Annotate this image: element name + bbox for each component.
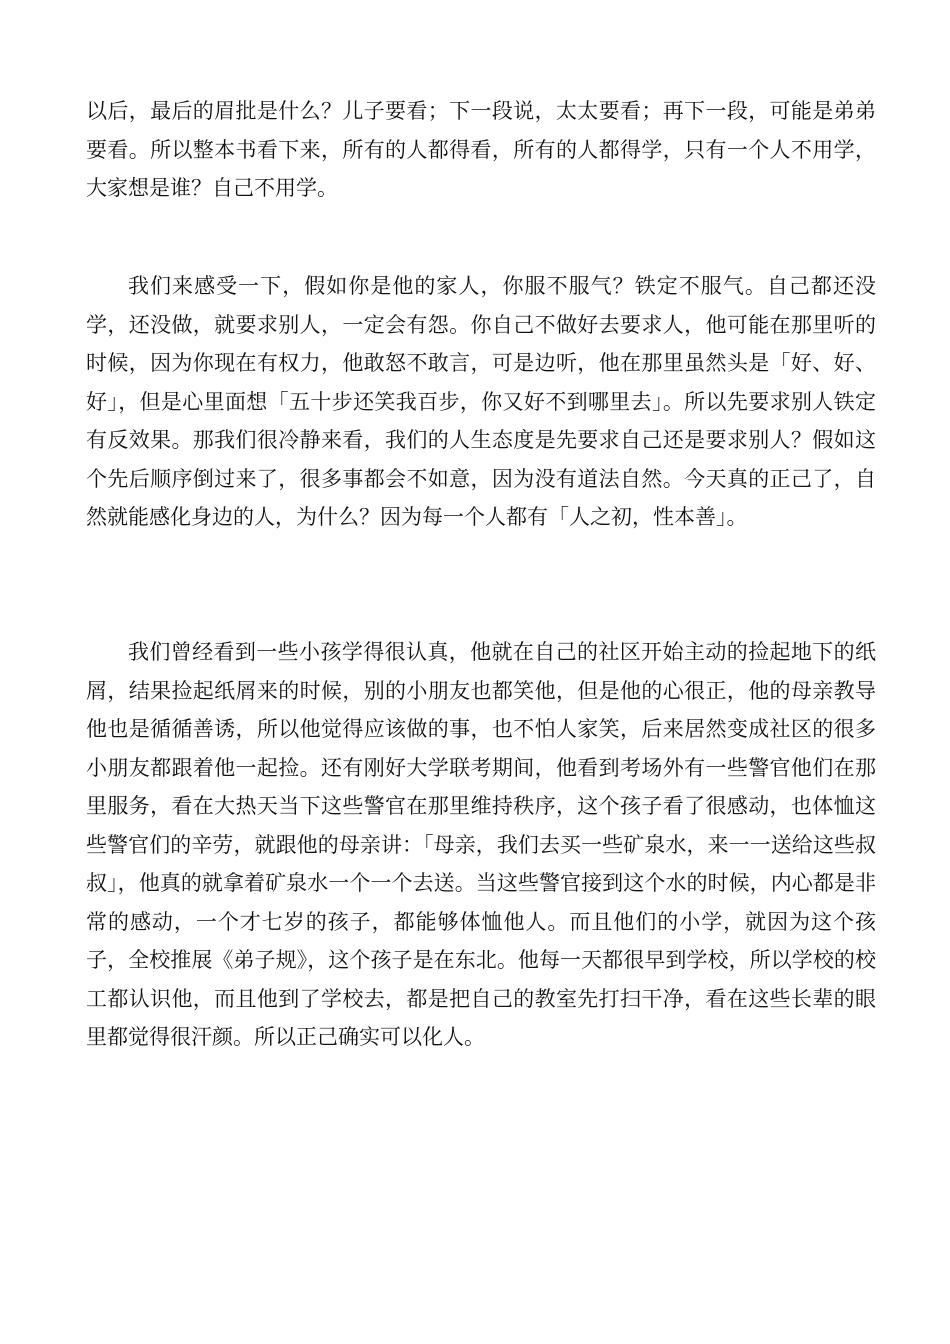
paragraph-2: 我们来感受一下，假如你是他的家人，你服不服气？铁定不服气。自己都还没学，还没做，就要求别人，一定会有怨。你自己不做好去要求人，他可能在那里听的时候，因为你现在有权力，他敢怒不敢言，可是边听，他在那里虽然头是「好、好、好」，但是心里面想「五十步还笑我百步，你又好不到哪里去」。所以先要求别人铁定有反效果。那我们很冷静来看，我们的人生态度是先要求自己还是要求别人？假如这个先后顺序倒过来了，很多事都会不如意，因为没有道法自然。今天真的正己了，自然就能感化身边的人，为什么？因为每一个人都有「人之初，性本善」。 <box>86 274 876 529</box>
paragraph-3: 我们曾经看到一些小孩学得很认真，他就在自己的社区开始主动的捡起地下的纸屑，结果捡起纸屑来的时候，别的小朋友也都笑他，但是他的心很正，他的母亲教导他也是循循善诱，所以他觉得应该做的事，也不怕人家笑，后来居然变成社区的很多小朋友都跟着他一起捡。还有刚好大学联考期间，他看到考场外有一些警官他们在那里服务，看在大热天当下这些警官在那里维持秩序，这个孩子看了很感动，也体恤这些警官们的辛劳，就跟他的母亲讲：「母亲，我们去买一些矿泉水，来一一送给这些叔叔」，他真的就拿着矿泉水一个一个去送。当这些警官接到这个水的时候，内心都是非常的感动，一个才七岁的孩子，都能够体恤他人。而且他们的小学，就因为这个孩子，全校推展《弟子规》，这个孩子是在东北。他每一天都很早到学校，所以学校的校工都认识他，而且他到了学校去，都是把自己的教室先打扫干净，看在这些长辈的眼里都觉得很汗颜。所以正己确实可以化人。 <box>86 640 876 1049</box>
paragraph-1: 以后，最后的眉批是什么？儿子要看；下一段说，太太要看；再下一段，可能是弟弟要看。所以整本书看下来，所有的人都得看，所有的人都得学，只有一个人不用学，大家想是谁？自己不用学。 <box>86 99 876 200</box>
